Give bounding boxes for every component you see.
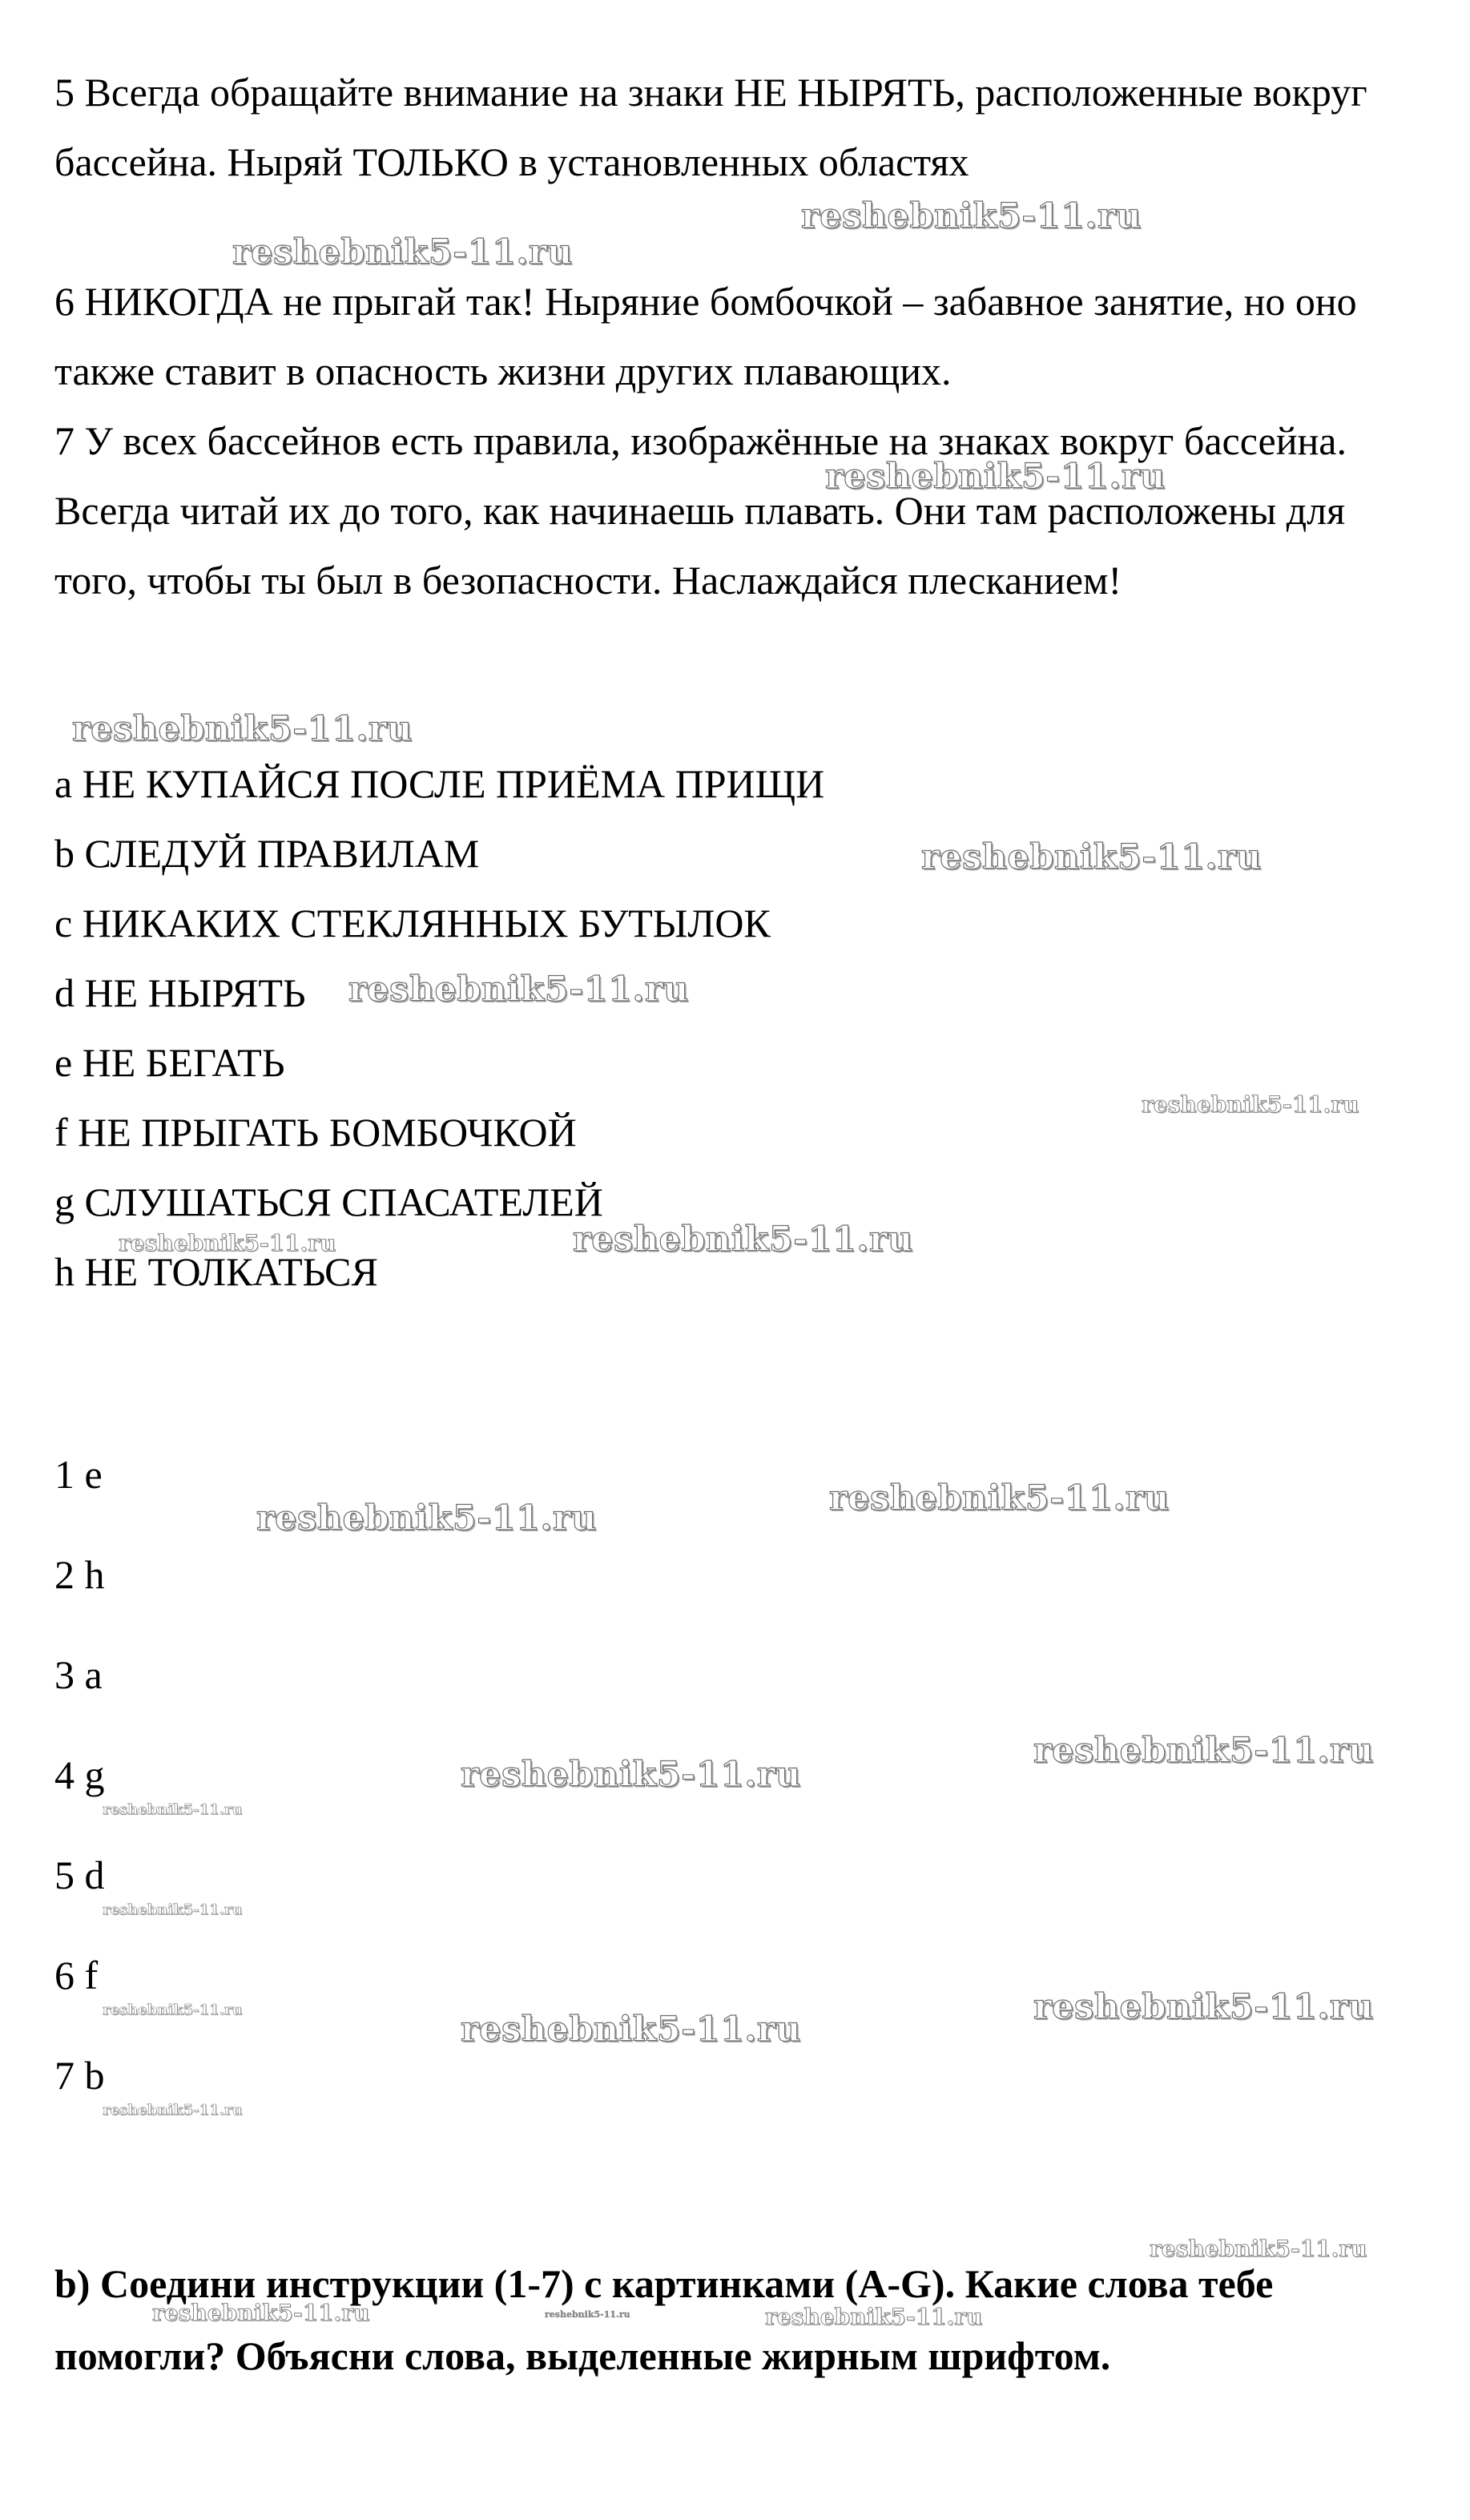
watermark: reshebnik5-11.ru: [152, 2300, 370, 2326]
watermark: reshebnik5-11.ru: [461, 2010, 801, 2050]
watermark: reshebnik5-11.ru: [232, 232, 573, 272]
watermark: reshebnik5-11.ru: [103, 2102, 243, 2119]
answer-7: 7 b: [54, 2053, 105, 2098]
option-d: d НЕ НЫРЯТЬ: [54, 970, 306, 1015]
watermark: reshebnik5-11.ru: [1033, 1987, 1374, 2027]
watermark: reshebnik5-11.ru: [348, 970, 689, 1010]
answer-3: 3 a: [54, 1652, 103, 1697]
watermark: reshebnik5-11.ru: [461, 1755, 801, 1795]
option-f: f НЕ ПРЫГАТЬ БОМБОЧКОЙ: [54, 1110, 577, 1155]
watermark: reshebnik5-11.ru: [103, 1801, 243, 1818]
answer-2: 2 h: [54, 1552, 105, 1597]
watermark: reshebnik5-11.ru: [72, 709, 413, 749]
watermark: reshebnik5-11.ru: [1150, 2236, 1367, 2262]
answer-1: 1 e: [54, 1452, 103, 1497]
task-heading: b) Соедини инструкции (1-7) с картинками (A-G). Какие слова тебе помогли? Объясни слова, выделенные жирным шрифтом.: [54, 2261, 1274, 2378]
option-b: b СЛЕДУЙ ПРАВИЛАМ: [54, 831, 480, 876]
option-a: a НЕ КУПАЙСЯ ПОСЛЕ ПРИЁМА ПРИЩИ: [54, 761, 825, 806]
watermark: reshebnik5-11.ru: [765, 2304, 983, 2330]
watermark: reshebnik5-11.ru: [1142, 1091, 1359, 1118]
paragraph-7: 7 У всех бассейнов есть правила, изображённые на знаках вокруг бассейна. Всегда читай их до того, как начинаешь плавать. Они там расположены для того, чтобы ты был в безопасности. Наслаждайся плесканием!: [54, 418, 1347, 603]
watermark: reshebnik5-11.ru: [801, 196, 1142, 236]
watermark: reshebnik5-11.ru: [829, 1478, 1170, 1518]
answer-6: 6 f: [54, 1953, 99, 1998]
watermark: reshebnik5-11.ru: [1033, 1731, 1374, 1771]
paragraph-6: 6 НИКОГДА не прыгай так! Ныряние бомбочкой – забавное занятие, но оно также ставит в опасность жизни других плавающих.: [54, 279, 1357, 393]
answer-4: 4 g: [54, 1752, 105, 1797]
option-e: e НЕ БЕГАТЬ: [54, 1040, 285, 1085]
watermark: reshebnik5-11.ru: [573, 1220, 913, 1260]
watermark: reshebnik5-11.ru: [921, 837, 1262, 877]
watermark: reshebnik5-11.ru: [103, 1901, 243, 1918]
answer-5: 5 d: [54, 1853, 105, 1897]
watermark: reshebnik5-11.ru: [103, 2002, 243, 2018]
watermark: reshebnik5-11.ru: [119, 1230, 336, 1256]
watermark: reshebnik5-11.ru: [545, 2309, 630, 2320]
paragraph-5: 5 Всегда обращайте внимание на знаки НЕ НЫРЯТЬ, расположенные вокруг бассейна. Ныряй ТОЛЬКО в установленных областях: [54, 70, 1367, 184]
watermark: reshebnik5-11.ru: [825, 457, 1166, 497]
watermark: reshebnik5-11.ru: [256, 1498, 597, 1538]
option-h: h НЕ ТОЛКАТЬСЯ: [54, 1249, 378, 1294]
option-g: g СЛУШАТЬСЯ СПАСАТЕЛЕЙ: [54, 1179, 603, 1224]
option-c: c НИКАКИХ СТЕКЛЯННЫХ БУТЫЛОК: [54, 901, 771, 946]
